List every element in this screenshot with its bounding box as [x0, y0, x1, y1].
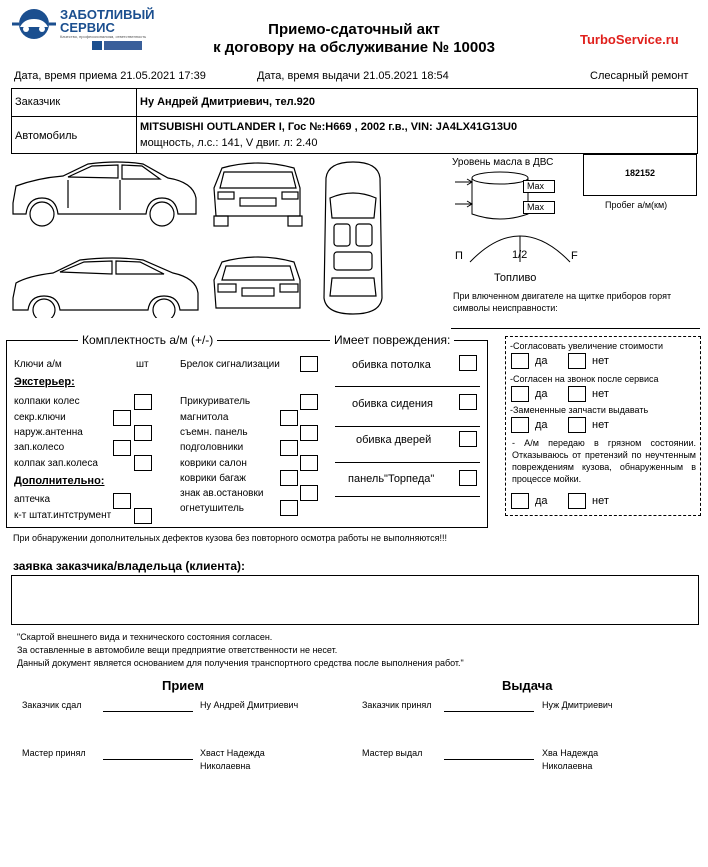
document-title-line2: к договору на обслуживание № 10003 [213, 39, 495, 56]
master-received-label: Мастер принял [22, 748, 86, 758]
receive-heading: Прием [162, 678, 204, 693]
car-value-line1: MITSUBISHI OUTLANDER I, Гос №:Н669 , 2002 г.в., VIN: JA4LX41G13U0 [140, 121, 518, 133]
logo-tagline: Качество, профессионализм, ответственность [60, 34, 147, 39]
middle-checkbox[interactable] [280, 500, 298, 516]
master-received-name: Николаевна [200, 761, 251, 771]
damage-legend: Имеет повреждения: [330, 334, 454, 346]
middle-checkbox[interactable] [300, 425, 318, 441]
middle-item: подголовники [180, 442, 244, 453]
exterior-item: секр.ключи [14, 412, 66, 423]
received-datetime: Дата, время приема 21.05.2021 17:39 [14, 70, 206, 82]
consent-no-checkbox[interactable] [568, 386, 586, 402]
exterior-heading: Экстерьер: [14, 376, 75, 388]
consent-no-checkbox[interactable] [568, 353, 586, 369]
consent-text: -Согласен на звонок после сервиса [510, 374, 659, 384]
consent-yes-label: да [535, 388, 548, 400]
customer-received-label: Заказчик принял [362, 700, 432, 710]
exterior-checkbox[interactable] [134, 394, 152, 410]
middle-item: коврики салон [180, 458, 247, 469]
issue-heading: Выдача [502, 678, 553, 693]
oil-min-mark: Max [527, 202, 545, 212]
middle-item: магнитола [180, 412, 229, 423]
exterior-item: наруж.антенна [14, 427, 83, 438]
customer-received-name: Нуж Дмитриевич [542, 700, 613, 710]
consent-yes-checkbox[interactable] [511, 353, 529, 369]
statement-line: Данный документ является основанием для получения транспортного средства после выполнения работ." [17, 658, 464, 668]
fuel-half-mark: 1/2 [512, 249, 528, 261]
customer-label: Заказчик [15, 96, 61, 108]
middle-checkbox[interactable] [300, 485, 318, 501]
keys-unit: шт [136, 359, 149, 370]
document-title-line1: Приемо-сдаточный акт [268, 21, 440, 38]
middle-item: огнетушитель [180, 503, 245, 514]
exterior-checkbox[interactable] [113, 410, 131, 426]
fuel-label: Топливо [494, 272, 537, 284]
request-field[interactable] [11, 575, 699, 625]
middle-checkbox[interactable] [280, 440, 298, 456]
master-received-name: Хваст Надежда [200, 748, 265, 758]
damage-checkbox[interactable] [459, 355, 477, 371]
warning-note-line1: При влюченном двигателе на щитке приборов горят [453, 291, 672, 301]
consent-no-label: нет [592, 419, 609, 431]
additional-item: аптечка [14, 494, 51, 505]
dirty-yes-label: да [535, 495, 548, 507]
signature-line[interactable] [444, 759, 534, 760]
consent-yes-label: да [535, 419, 548, 431]
car-value-line2: мощность, л.с.: 141, V двиг. л: 2.40 [140, 137, 318, 149]
logo-text-line2: СЕРВИС [60, 20, 115, 35]
damage-checkbox[interactable] [459, 394, 477, 410]
consent-no-checkbox[interactable] [568, 417, 586, 433]
exterior-item: колпак зап.колеса [14, 458, 98, 469]
additional-heading: Дополнительно: [14, 475, 105, 487]
oil-max-mark: Max [527, 181, 545, 191]
signature-line[interactable] [444, 711, 534, 712]
statement-line: За оставленные в автомобиле вещи предприятие ответственности не несет. [17, 645, 338, 655]
car-side-right-icon[interactable] [13, 258, 198, 318]
middle-checkbox[interactable] [280, 410, 298, 426]
car-top-icon[interactable] [324, 162, 382, 314]
site-name: TurboService.ru [580, 32, 679, 47]
dirty-car-note: - А/м передаю в грязном состоянии. Отказываюсь от претензий по неучтенным повреждениям кузова, обнаруженным в процессе мойки. [512, 438, 696, 484]
middle-item: Прикуриватель [180, 396, 251, 407]
middle-checkbox[interactable] [300, 394, 318, 410]
repair-type: Слесарный ремонт [590, 70, 689, 82]
exterior-checkbox[interactable] [113, 440, 131, 456]
additional-checkbox[interactable] [113, 493, 131, 509]
consent-yes-checkbox[interactable] [511, 417, 529, 433]
fuel-empty-mark: П [455, 250, 463, 262]
car-label: Автомобиль [15, 130, 78, 142]
damage-checkbox[interactable] [459, 431, 477, 447]
car-front-icon[interactable] [214, 163, 302, 226]
mileage-value: 182152 [624, 168, 656, 178]
damage-item: обивка дверей [356, 434, 432, 446]
additional-item: к-т штат.интструмент [14, 510, 112, 521]
consent-text: -Замененные запчасти выдавать [510, 405, 649, 415]
mileage-label: Пробег а/м(км) [605, 200, 668, 210]
consent-no-label: нет [592, 355, 609, 367]
middle-item: знак ав.остановки [180, 488, 264, 499]
logo-text-line1: ЗАБОТЛИВЫЙ [60, 7, 155, 22]
middle-checkbox[interactable] [280, 470, 298, 486]
customer-value: Ну Андрей Дмитриевич, тел.920 [140, 96, 315, 108]
consent-yes-label: да [535, 355, 548, 367]
master-issued-name: Николаевна [542, 761, 593, 771]
middle-item: съемн. панель [180, 427, 248, 438]
damage-item: обивка сидения [352, 398, 433, 410]
car-rear-icon[interactable] [214, 257, 300, 308]
damage-item: обивка потолка [352, 359, 431, 371]
middle-item: Брелок сигнализации [180, 359, 280, 370]
exterior-item: колпаки колес [14, 396, 80, 407]
middle-item: коврики багаж [180, 473, 246, 484]
dirty-yes-checkbox[interactable] [511, 493, 529, 509]
master-issued-label: Мастер выдал [362, 748, 423, 758]
middle-checkbox[interactable] [300, 455, 318, 471]
damage-checkbox[interactable] [459, 470, 477, 486]
issued-datetime: Дата, время выдачи 21.05.2021 18:54 [257, 70, 449, 82]
customer-handed-name: Ну Андрей Дмитриевич [200, 700, 299, 710]
consent-yes-checkbox[interactable] [511, 386, 529, 402]
oil-level-gauge-icon [455, 170, 565, 226]
exterior-item: зап.колесо [14, 442, 65, 453]
damage-item: панель"Торпеда" [348, 473, 435, 485]
exterior-checkbox[interactable] [134, 425, 152, 441]
statement-line: "Скартой внешнего вида и технического состояния согласен. [17, 632, 273, 642]
additional-checkbox[interactable] [134, 508, 152, 524]
signature-line[interactable] [103, 711, 193, 712]
dirty-no-checkbox[interactable] [568, 493, 586, 509]
dirty-no-label: нет [592, 495, 609, 507]
warning-note-line2: символы неисправности: [453, 303, 558, 313]
car-side-left-icon[interactable] [13, 162, 196, 226]
request-heading: заявка заказчика/владельца (клиента): [13, 559, 245, 573]
car-damage-diagram[interactable] [8, 158, 445, 318]
keys-label: Ключи а/м [14, 359, 62, 370]
defects-notice: При обнаружении дополнительных дефектов кузова без повторного осмотра работы не выполняются!!! [13, 533, 447, 543]
completeness-legend: Комплектность а/м (+/-) [78, 334, 217, 346]
consent-text: -Согласовать увеличение стоимости [510, 341, 664, 351]
fuel-full-mark: F [571, 250, 578, 262]
consent-no-label: нет [592, 388, 609, 400]
oil-level-label: Уровень масла в ДВС [452, 157, 554, 168]
customer-handed-label: Заказчик сдал [22, 700, 82, 710]
signature-line[interactable] [103, 759, 193, 760]
exterior-checkbox[interactable] [134, 455, 152, 471]
alarm-fob-checkbox[interactable] [300, 356, 318, 372]
master-issued-name: Хва Надежда [542, 748, 599, 758]
